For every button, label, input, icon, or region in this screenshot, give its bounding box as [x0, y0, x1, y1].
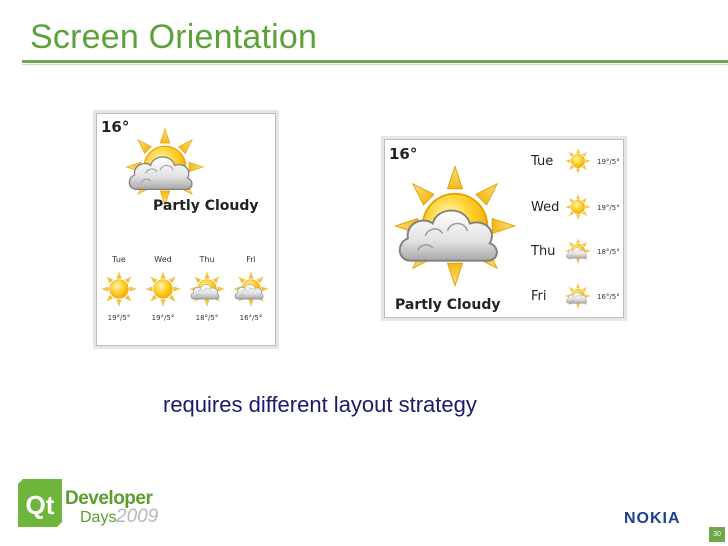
days-label: Days — [80, 509, 117, 526]
forecast-range: 16°/5° — [597, 293, 620, 301]
developer-label: Developer — [65, 488, 153, 509]
slide-title: Screen Orientation — [30, 18, 318, 56]
page-number: 30 — [709, 527, 725, 542]
sun-icon — [101, 271, 137, 307]
current-condition: Partly Cloudy — [395, 297, 501, 313]
forecast-range: 19°/5° — [107, 314, 131, 322]
slide-caption: requires different layout strategy — [163, 392, 477, 417]
year-label: 2009 — [116, 506, 159, 527]
sun-icon — [565, 194, 591, 220]
current-condition: Partly Cloudy — [153, 198, 259, 214]
partly-cloudy-icon — [565, 283, 591, 309]
title-divider-shadow — [22, 64, 728, 65]
partly-cloudy-icon — [125, 127, 205, 207]
forecast-range: 19°/5° — [597, 204, 620, 212]
forecast-day: Tue — [112, 255, 126, 264]
current-temperature: 16° — [101, 118, 130, 136]
svg-text:Qt: Qt — [25, 490, 55, 520]
landscape-weather-widget — [384, 139, 624, 318]
forecast-day: Wed — [154, 255, 172, 264]
portrait-weather-widget — [96, 113, 276, 346]
forecast-range: 16°/5° — [239, 314, 263, 322]
sun-icon — [565, 148, 591, 174]
partly-cloudy-icon — [189, 271, 225, 307]
partly-cloudy-icon — [233, 271, 269, 307]
nokia-logo: NOKIA — [624, 510, 681, 527]
title-divider — [22, 60, 728, 63]
forecast-day: Fri — [246, 255, 256, 264]
forecast-day: Thu — [199, 255, 215, 264]
qt-logo-icon — [17, 478, 63, 528]
forecast-range: 18°/5° — [597, 248, 620, 256]
forecast-range: 18°/5° — [195, 314, 219, 322]
forecast-day: Fri — [531, 289, 547, 304]
forecast-day: Tue — [531, 154, 554, 169]
forecast-day: Thu — [531, 244, 556, 259]
forecast-day: Wed — [531, 200, 560, 215]
sun-icon — [145, 271, 181, 307]
forecast-range: 19°/5° — [597, 158, 620, 166]
current-temperature: 16° — [389, 145, 418, 163]
partly-cloudy-icon — [565, 238, 591, 264]
forecast-range: 19°/5° — [151, 314, 175, 322]
partly-cloudy-icon — [393, 164, 517, 288]
